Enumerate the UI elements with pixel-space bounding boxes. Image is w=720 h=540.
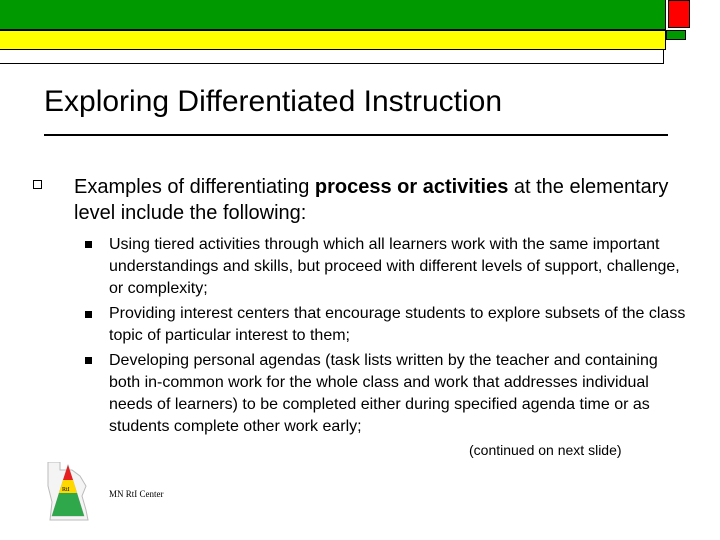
title-divider [44, 134, 668, 136]
corner-square-red [668, 0, 690, 28]
main-bullet-suffix: at the elementary level include the following: [74, 176, 669, 224]
continued-note: (continued on next slide) [469, 442, 622, 458]
main-bullet-bold: process or activities [314, 176, 509, 198]
footer-text: MN RtI Center [109, 489, 164, 499]
logo-text: RtI [62, 487, 70, 493]
main-bullet-text [74, 174, 694, 226]
sub-bullet-3: Developing personal agendas (task lists written by the teacher and containing both in-common work for the whole class and work that addresses individual needs of learners) to be completed either during specified agenda time or as students complete other work early; [109, 352, 658, 435]
filled-square-bullet-icon [85, 241, 92, 248]
filled-square-bullet-icon [85, 357, 92, 364]
corner-square-green [666, 30, 686, 40]
sub-bullet-1: Using tiered activities through which all learners work with the same important understandings and skills, but proceed with different levels of support, challenge, or complexity; [109, 236, 680, 297]
slide-title: Exploring Differentiated Instruction [44, 85, 503, 118]
hollow-square-bullet-icon [33, 180, 42, 189]
header-band-bottom [0, 50, 664, 64]
header-band-yellow [0, 30, 666, 50]
sub-bullet-2: Providing interest centers that encourage students to explore subsets of the class topic of particular interest to them; [109, 305, 686, 344]
minnesota-rti-logo-icon [46, 462, 90, 522]
main-bullet-prefix: Examples of differentiating [74, 176, 315, 198]
header-band-green [0, 0, 666, 30]
filled-square-bullet-icon [85, 311, 92, 318]
